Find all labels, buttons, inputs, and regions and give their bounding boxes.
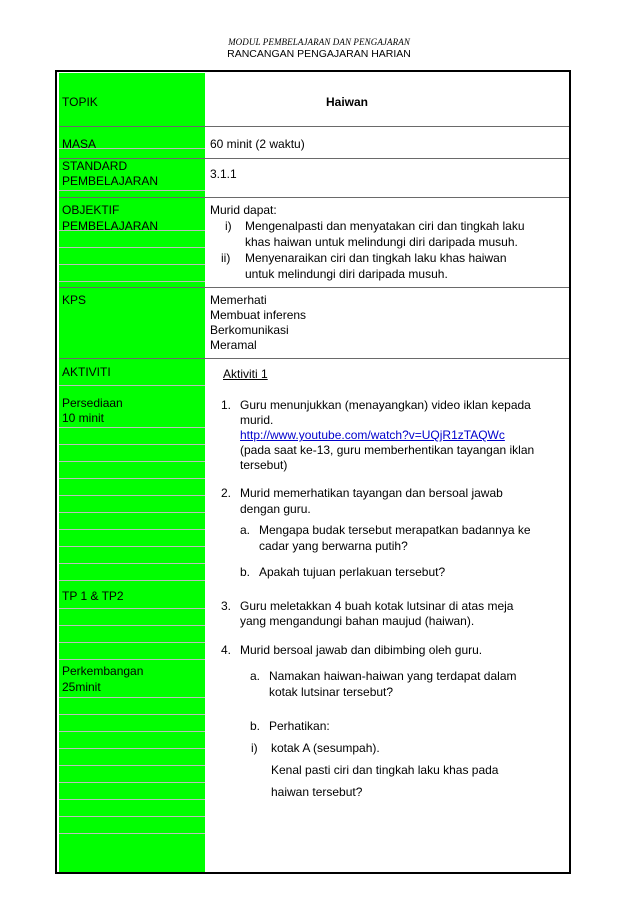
label-persediaan: Persediaan <box>62 396 123 410</box>
kps-item: Meramal <box>210 338 257 352</box>
kps-item: Membuat inferens <box>210 308 307 322</box>
item-i-number: i) <box>251 741 258 755</box>
step-3-text-cont: yang mengandungi bahan maujud (haiwan). <box>240 614 475 628</box>
label-tp: TP 1 & TP2 <box>62 589 124 603</box>
cell-line <box>59 385 205 386</box>
question-4a-text: Namakan haiwan-haiwan yang terdapat dalam <box>269 669 517 683</box>
cell-line <box>59 816 205 817</box>
cell-line <box>59 625 205 626</box>
row-divider <box>59 126 569 127</box>
cell-line <box>59 563 205 564</box>
row-divider <box>59 197 569 198</box>
page-title: RANCANGAN PENGAJARAN HARIAN <box>227 48 411 60</box>
step-4-text: Murid bersoal jawab dan dibimbing oleh guru. <box>240 643 483 657</box>
step-2-number: 2. <box>221 486 232 500</box>
step-3-text: Guru meletakkan 4 buah kotak lutsinar di atas meja <box>240 599 514 613</box>
step-1-note: (pada saat ke-13, guru memberhentikan tayangan iklan <box>240 443 535 457</box>
label-perkembangan: Perkembangan <box>62 664 144 678</box>
row-divider <box>59 358 569 359</box>
cell-line <box>59 731 205 732</box>
cell-line <box>59 427 205 428</box>
activity-title: Aktiviti 1 <box>223 367 268 381</box>
cell-line <box>59 247 205 248</box>
question-a-label: a. <box>240 523 251 537</box>
item-i-text: kotak A (sesumpah). <box>271 741 380 755</box>
cell-line <box>59 748 205 749</box>
question-4b-label: b. <box>250 719 261 733</box>
question-4b-text: Perhatikan: <box>269 719 330 733</box>
objektif-ii-line1: Menyenaraikan ciri dan tingkah laku khas haiwan <box>245 251 507 265</box>
cell-line <box>59 444 205 445</box>
question-4a-text-cont: kotak lutsinar tersebut? <box>269 685 394 699</box>
standard-value: 3.1.1 <box>210 167 237 181</box>
question-a-text-cont: cadar yang berwarna putih? <box>259 539 408 553</box>
objektif-ii-number: ii) <box>221 251 231 265</box>
cell-line <box>59 714 205 715</box>
label-standard-2: PEMBELAJARAN <box>62 174 159 188</box>
kps-item: Memerhati <box>210 293 267 307</box>
question-b-text: Apakah tujuan perlakuan tersebut? <box>259 565 446 579</box>
cell-line <box>59 697 205 698</box>
topik-value: Haiwan <box>326 95 369 109</box>
step-1-number: 1. <box>221 398 232 412</box>
label-perkembangan-time: 25minit <box>62 680 101 694</box>
step-4-number: 4. <box>221 643 232 657</box>
objektif-i-line1: Mengenalpasti dan menyatakan ciri dan tingkah laku <box>245 219 525 233</box>
question-a-text: Mengapa budak tersebut merapatkan badannya ke <box>259 523 531 537</box>
cell-line <box>59 608 205 609</box>
step-1-note-cont: tersebut) <box>240 458 288 472</box>
step-1-text: Guru menunjukkan (menayangkan) video iklan kepada <box>240 398 531 412</box>
label-persediaan-time: 10 minit <box>62 411 105 425</box>
kps-item: Berkomunikasi <box>210 323 289 337</box>
masa-value: 60 minit (2 waktu) <box>210 137 305 151</box>
cell-line <box>59 512 205 513</box>
cell-line <box>59 833 205 834</box>
objektif-i-number: i) <box>225 219 232 233</box>
item-i-question: Kenal pasti ciri dan tingkah laku khas pada <box>271 763 499 777</box>
cell-line <box>59 529 205 530</box>
cell-line <box>59 782 205 783</box>
row-divider <box>59 158 569 159</box>
question-4a-label: a. <box>250 669 261 683</box>
cell-line <box>59 799 205 800</box>
step-2-text: Murid memerhatikan tayangan dan bersoal jawab <box>240 486 503 500</box>
cell-line <box>59 281 205 282</box>
objektif-i-line2: khas haiwan untuk melindungi diri daripada musuh. <box>245 235 518 249</box>
item-i-question-cont: haiwan tersebut? <box>271 785 363 799</box>
label-objektif-2: PEMBELAJARAN <box>62 219 159 233</box>
label-standard: STANDARD <box>62 159 128 173</box>
cell-line <box>59 264 205 265</box>
label-aktiviti: AKTIVITI <box>62 365 111 379</box>
objektif-intro: Murid dapat: <box>210 203 277 217</box>
cell-line <box>59 461 205 462</box>
cell-line <box>59 546 205 547</box>
cell-line <box>59 190 205 191</box>
cell-line <box>59 478 205 479</box>
cell-line <box>59 495 205 496</box>
label-topik: TOPIK <box>62 95 98 109</box>
label-kps: KPS <box>62 293 87 307</box>
module-header: MODUL PEMBELAJARAN DAN PENGAJARAN <box>228 37 410 47</box>
label-masa: MASA <box>62 137 97 151</box>
objektif-ii-line2: untuk melindungi diri daripada musuh. <box>245 267 448 281</box>
step-3-number: 3. <box>221 599 232 613</box>
cell-line <box>59 765 205 766</box>
step-1-text-cont: murid. <box>240 413 274 427</box>
label-objektif: OBJEKTIF <box>62 203 120 217</box>
cell-line <box>59 580 205 581</box>
question-b-label: b. <box>240 565 251 579</box>
cell-line <box>59 659 205 660</box>
row-divider <box>59 287 569 288</box>
cell-line <box>59 642 205 643</box>
video-link[interactable]: http://www.youtube.com/watch?v=UQjR1zTAQWc <box>240 428 505 442</box>
step-2-text-cont: dengan guru. <box>240 502 311 516</box>
